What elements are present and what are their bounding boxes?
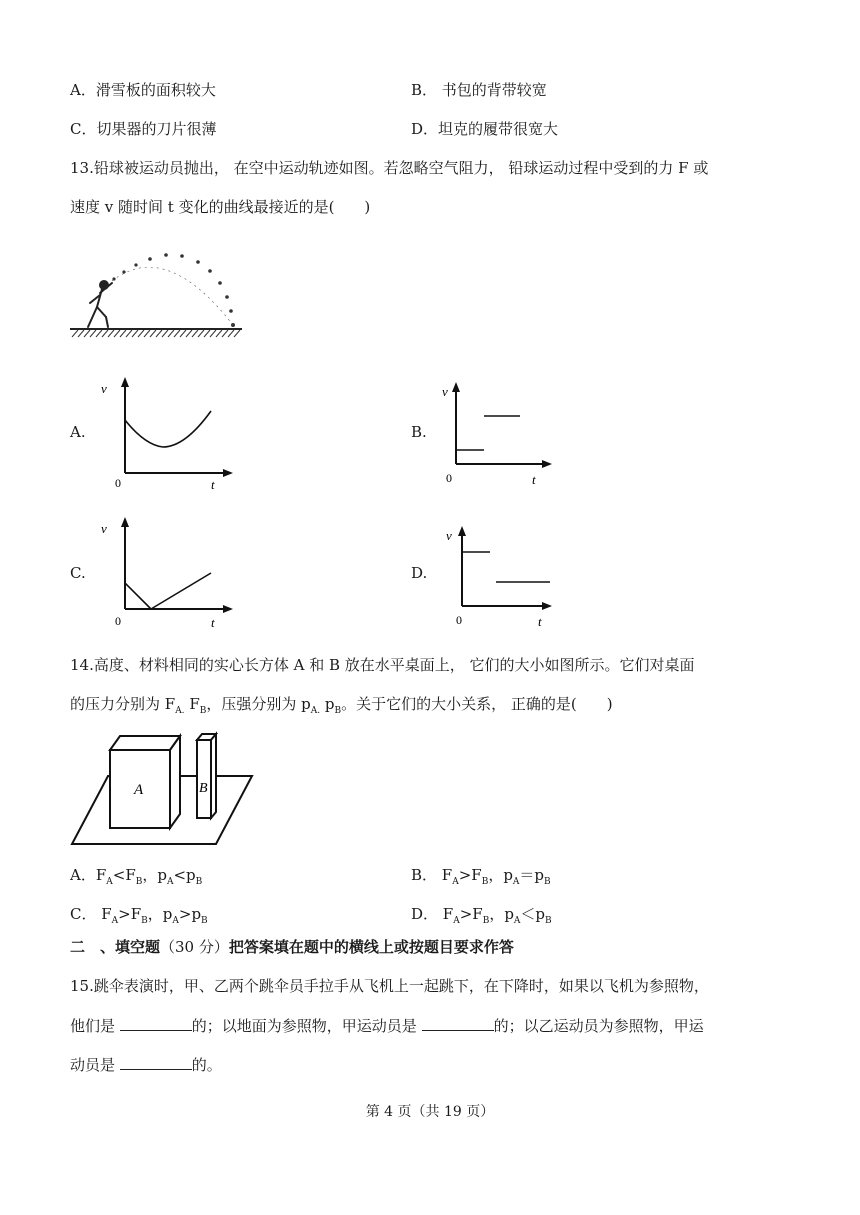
q14-stem-line1: 14.高度、材料相同的实心长方体 A 和 B 放在水平桌面上， 它们的大小如图所示。它们对桌面	[70, 656, 695, 674]
q14-option-c: C． $F_A>F_B$，$p_A>p_B$	[70, 905, 208, 926]
q15-line3: 动员是 的。	[70, 1056, 222, 1074]
q13-option-d-label: D.	[411, 564, 428, 582]
q14-option-a: A．$F_A<F_B$，$p_A<p_B$	[70, 866, 203, 887]
answer-blank-2[interactable]	[422, 1016, 494, 1031]
graph-d-axis-v: v	[446, 528, 452, 543]
answer-blank-1[interactable]	[120, 1016, 192, 1031]
graph-a	[95, 375, 235, 490]
graph-a-axis-v: v	[101, 381, 107, 396]
shot-put-trajectory-figure	[70, 245, 245, 340]
q13-option-a-label: A.	[70, 423, 86, 441]
section-2-heading: 二 、填空题（30 分）把答案填在题中的横线上或按题目要求作答	[70, 938, 514, 956]
block-a-label: A	[134, 782, 144, 798]
graph-c-axis-t: t	[211, 615, 215, 630]
graph-c-axis-v: v	[101, 521, 107, 536]
q15-line1: 15.跳伞表演时，甲、乙两个跳伞员手拉手从飞机上一起跳下，在下降时，如果以飞机为参照物，	[70, 977, 709, 995]
q12-option-c: C．切果器的刀片很薄	[70, 120, 217, 138]
q13-option-b-label: B.	[411, 423, 427, 441]
graph-d-origin: 0	[456, 613, 462, 627]
q14-option-d: D． $F_A>F_B$，$p_A<p_B$	[411, 905, 552, 926]
answer-blank-3[interactable]	[120, 1055, 192, 1070]
graph-c-origin: 0	[115, 614, 121, 628]
q14-stem-line2: 的压力分别为 $F_{A.}$ $F_B$，压强分别为 $p_{A.}$ $p_B$。关于它们的大小关系， 正确的是( )	[70, 695, 613, 716]
graph-c	[95, 515, 235, 630]
graph-b	[438, 378, 558, 488]
page-footer: 第 4 页（共 19 页）	[365, 1104, 495, 1120]
q15-line2: 他们是 的；以地面为参照物，甲运动员是 的；以乙运动员为参照物，甲运	[70, 1017, 704, 1035]
graph-a-origin: 0	[115, 476, 121, 490]
graph-b-axis-v: v	[442, 384, 448, 399]
q12-option-d: D．坦克的履带很宽大	[411, 120, 559, 138]
q13-option-c-label: C.	[70, 564, 86, 582]
graph-d	[438, 522, 558, 630]
q14-option-b: B． $F_A>F_B$，$p_A=p_B$	[411, 866, 551, 887]
q13-stem-line2: 速度 v 随时间 t 变化的曲线最接近的是( )	[70, 198, 371, 216]
blocks-on-table-figure	[70, 730, 255, 848]
q12-option-b: B． 书包的背带较宽	[411, 81, 547, 99]
graph-b-origin: 0	[446, 471, 452, 485]
graph-b-axis-t: t	[532, 472, 536, 487]
q13-stem-line1: 13.铅球被运动员抛出， 在空中运动轨迹如图。若忽略空气阻力， 铅球运动过程中受到的力 F 或	[70, 159, 709, 177]
q12-option-a: A．滑雪板的面积较大	[70, 81, 216, 99]
graph-d-axis-t: t	[538, 614, 542, 629]
block-b-label: B	[199, 781, 208, 796]
graph-a-axis-t: t	[211, 477, 215, 490]
